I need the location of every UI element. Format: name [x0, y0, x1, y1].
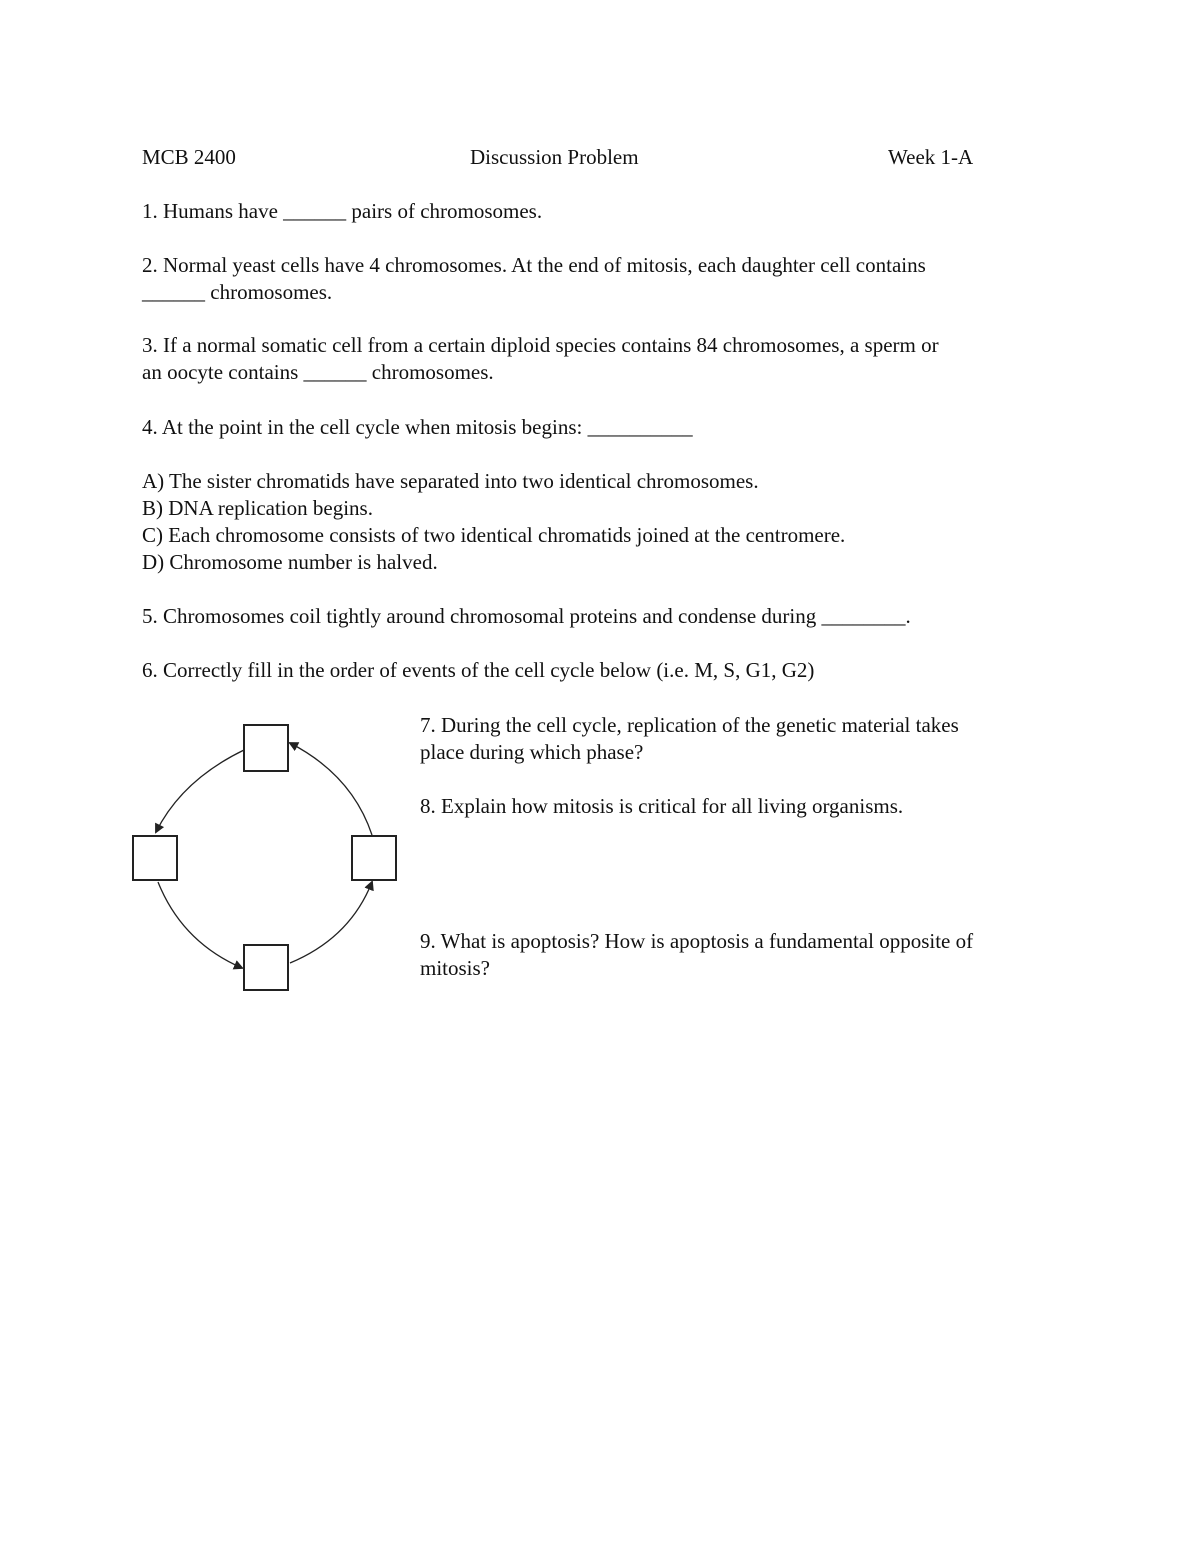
- phase-box-right[interactable]: [352, 836, 396, 880]
- question-4: 4. At the point in the cell cycle when mitosis begins: __________: [142, 415, 693, 439]
- question-7-line-2: place during which phase?: [420, 740, 644, 764]
- phase-box-left[interactable]: [133, 836, 177, 880]
- question-1: 1. Humans have ______ pairs of chromosomes.: [142, 199, 543, 223]
- question-4-option-b: B) DNA replication begins.: [142, 496, 373, 520]
- question-4-option-a: A) The sister chromatids have separated into two identical chromosomes.: [142, 469, 759, 493]
- week-label: Week 1-A: [888, 145, 974, 169]
- question-8: 8. Explain how mitosis is critical for all living organisms.: [420, 794, 904, 818]
- question-9-line-1: 9. What is apoptosis? How is apoptosis a fundamental opposite of: [420, 929, 974, 953]
- cycle-arrow-right-to-top: [290, 743, 372, 835]
- page-title: Discussion Problem: [470, 145, 639, 169]
- question-2-line-2: ______ chromosomes.: [142, 280, 333, 304]
- question-4-option-c: C) Each chromosome consists of two identical chromatids joined at the centromere.: [142, 523, 846, 547]
- question-7-line-1: 7. During the cell cycle, replication of the genetic material takes: [420, 713, 959, 737]
- cell-cycle-diagram: [120, 710, 420, 1010]
- question-5: 5. Chromosomes coil tightly around chromosomal proteins and condense during ________.: [142, 604, 911, 628]
- question-2-line-1: 2. Normal yeast cells have 4 chromosomes. At the end of mitosis, each daughter cell contains: [142, 253, 926, 277]
- question-3-line-2: an oocyte contains ______ chromosomes.: [142, 360, 494, 384]
- phase-box-top[interactable]: [244, 725, 288, 771]
- question-4-option-d: D) Chromosome number is halved.: [142, 550, 438, 574]
- cycle-arrow-bottom-to-right: [290, 882, 372, 963]
- question-3-line-1: 3. If a normal somatic cell from a certain diploid species contains 84 chromosomes, a sperm or: [142, 333, 939, 357]
- phase-box-bottom[interactable]: [244, 945, 288, 990]
- question-6: 6. Correctly fill in the order of events of the cell cycle below (i.e. M, S, G1, G2): [142, 658, 815, 682]
- question-9-line-2: mitosis?: [420, 956, 491, 980]
- cycle-arrow-top-to-left: [156, 750, 244, 832]
- cycle-arrow-left-to-bottom: [158, 882, 242, 968]
- course-code: MCB 2400: [142, 145, 236, 169]
